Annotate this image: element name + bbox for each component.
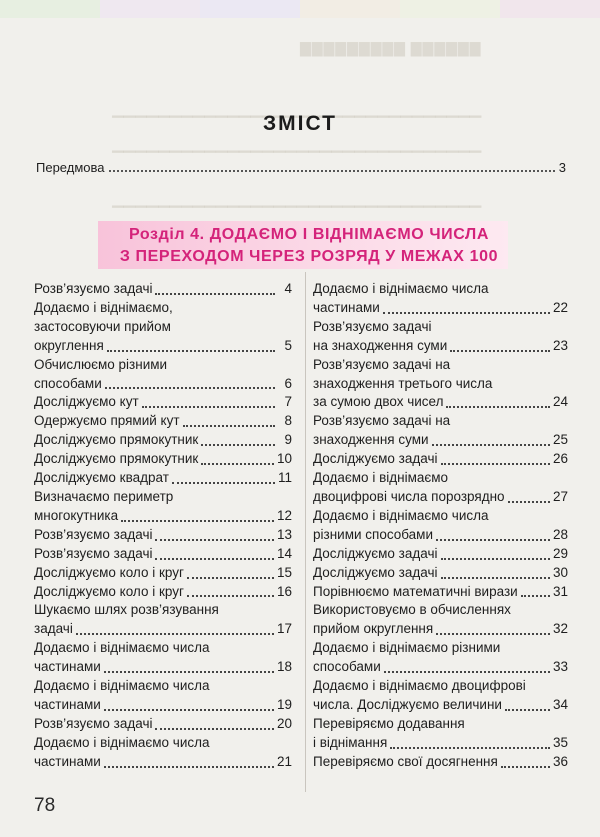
toc-entry-line: [34, 639, 292, 658]
toc-right-column: [313, 280, 568, 772]
dot-leader: [436, 633, 550, 635]
toc-entry-line: [34, 393, 292, 412]
dot-leader: [109, 169, 555, 172]
toc-entry-title: Використовуємо в обчисленнях: [313, 602, 511, 618]
preface-page: 3: [558, 160, 566, 175]
toc-entry-page: 5: [284, 337, 292, 353]
toc-entry-title: знаходження суми: [313, 432, 429, 448]
dot-leader: [508, 501, 550, 503]
toc-entry-title: способами: [313, 659, 381, 675]
toc-entry-title: Додаємо і віднімаємо числа: [313, 281, 489, 296]
toc-entry-title: знаходження третього числа: [313, 375, 493, 391]
toc-entry[interactable]: [34, 412, 292, 431]
toc-entry-line: [313, 677, 568, 696]
toc-entry-title: прийом округлення: [313, 621, 434, 637]
toc-entry-line: [34, 677, 292, 696]
dot-leader: [183, 425, 275, 427]
toc-entry-title: двоцифрові числа порозрядно: [313, 488, 505, 504]
page-title: ЗМІСТ: [263, 112, 337, 135]
toc-entry-page: 15: [276, 564, 292, 580]
toc-entry-line: [34, 545, 292, 564]
toc-entry-title: Розв’язуємо задачі: [313, 318, 432, 334]
toc-entry-title: частинами: [34, 753, 101, 769]
toc-entry-line: [313, 753, 568, 772]
toc-entry-line: [313, 318, 568, 337]
toc-entry-title: Розв’язуємо задачі на: [313, 356, 451, 372]
toc-entry[interactable]: [34, 450, 292, 469]
toc-entry-title: Обчислюємо різними: [34, 356, 168, 372]
toc-entry-line: [34, 583, 292, 602]
toc-entry[interactable]: [34, 469, 292, 488]
dot-leader: [201, 444, 275, 446]
toc-entry-page: 17: [276, 621, 292, 637]
toc-entry-title: Шукаємо шлях розв’язування: [34, 602, 219, 618]
toc-entry-page: 19: [276, 696, 292, 712]
column-divider: [305, 272, 306, 792]
toc-entry-line: [313, 620, 568, 639]
toc-entry-page: 16: [276, 583, 292, 599]
dot-leader: [155, 539, 273, 541]
toc-entry-line: [313, 526, 568, 545]
dot-leader: [104, 709, 274, 711]
toc-entry-page: 12: [276, 507, 292, 523]
toc-entry-line: [313, 583, 568, 602]
toc-entry-title: Досліджуємо квадрат: [34, 470, 169, 486]
show-through-decoration: ▁▁▁▁▁▁▁▁▁▁▁▁▁▁▁▁▁▁▁▁▁▁▁▁▁▁▁▁▁▁▁▁: [112, 136, 482, 153]
dot-leader: [155, 293, 275, 295]
toc-entry[interactable]: [313, 677, 568, 715]
toc-entry-line: [34, 280, 292, 299]
page-number: 78: [34, 795, 56, 816]
toc-entry-line: [313, 507, 568, 526]
toc-entry-title: Розв’язуємо задачі: [34, 526, 153, 542]
toc-entry-title: Додаємо і віднімаємо числа: [313, 507, 489, 523]
toc-entry-title: Додаємо і віднімаємо числа: [34, 734, 210, 750]
toc-entry-title: за сумою двох чисел: [313, 394, 444, 410]
toc-entry-line: [34, 412, 292, 431]
toc-entry-title: застосовуючи прийом: [34, 318, 171, 334]
toc-entry-title: Перевіряємо свої досягнення: [313, 753, 498, 769]
dot-leader: [121, 520, 274, 522]
toc-entry-page: 23: [552, 337, 568, 353]
toc-entry-page: 8: [284, 413, 292, 429]
toc-entry-line: [34, 469, 292, 488]
toc-entry-title: Одержуємо прямий кут: [34, 413, 180, 429]
toc-entry-title: частинами: [313, 299, 380, 315]
toc-entry[interactable]: [313, 545, 568, 564]
toc-entry[interactable]: [313, 280, 568, 318]
dot-leader: [187, 577, 274, 579]
toc-entry-line: [34, 450, 292, 469]
toc-entry-page: 33: [552, 659, 568, 675]
dot-leader: [76, 633, 274, 635]
toc-entry-line: [313, 601, 568, 620]
toc-entry-line: [313, 734, 568, 753]
toc-entry-title: частинами: [34, 659, 101, 675]
toc-entry-line: [34, 318, 292, 337]
dot-leader: [505, 709, 550, 711]
toc-entry-page: 25: [552, 432, 568, 448]
toc-entry-page: 32: [552, 621, 568, 637]
toc-entry[interactable]: [313, 753, 568, 772]
toc-entry-line: [34, 601, 292, 620]
dot-leader: [187, 595, 274, 597]
toc-entry-title: способами: [34, 375, 102, 391]
section-title: [104, 224, 514, 268]
toc-entry-line: [34, 375, 292, 394]
toc-entry-title: многокутника: [34, 507, 119, 523]
toc-entry-line: [313, 356, 568, 375]
toc-entry-line: [313, 299, 568, 318]
toc-entry[interactable]: [34, 734, 292, 772]
toc-entry-page: 36: [552, 753, 568, 769]
show-through-decoration: ▁▁▁▁▁▁▁▁▁▁▁▁▁▁▁▁▁▁▁▁▁▁▁▁▁▁▁▁▁▁▁▁: [112, 101, 482, 118]
toc-entry-line: [34, 715, 292, 734]
toc-left-column: [34, 280, 292, 772]
toc-entry-line: [313, 545, 568, 564]
toc-entry-line: [313, 431, 568, 450]
toc-entry-title: Досліджуємо коло і круг: [34, 583, 184, 599]
toc-entry-line: [313, 715, 568, 734]
toc-entry[interactable]: [313, 583, 568, 602]
toc-entry-page: 14: [276, 545, 292, 561]
toc-entry-line: [34, 734, 292, 753]
toc-entry[interactable]: [34, 431, 292, 450]
toc-entry-title: і віднімання: [313, 734, 388, 750]
toc-entry-page: 29: [552, 545, 568, 561]
dot-leader: [432, 444, 550, 446]
toc-entry-title: Додаємо і віднімаємо різними: [313, 640, 501, 656]
toc-entry-page: 22: [552, 299, 568, 315]
toc-entry-page: 11: [277, 470, 292, 486]
toc-entry-page: 10: [276, 451, 292, 467]
toc-entry[interactable]: [34, 545, 292, 564]
show-through-decoration: ▇▇▇▇▇▇▇▇▇ ▇▇▇▇▇▇: [300, 40, 482, 56]
dot-leader: [521, 595, 550, 597]
dot-leader: [105, 387, 275, 389]
toc-entry-line: [313, 469, 568, 488]
dot-leader: [436, 539, 550, 541]
toc-entry-page: 6: [284, 375, 292, 391]
toc-entry-line: [34, 753, 292, 772]
toc-entry-title: Додаємо і віднімаємо: [313, 470, 449, 486]
toc-entry[interactable]: [313, 601, 568, 639]
toc-entry-title: Досліджуємо прямокутник: [34, 451, 199, 467]
toc-entry-line: [34, 526, 292, 545]
section-title-line: Розділ 4. ДОДАЄМО І ВІДНІМАЄМО ЧИСЛА: [128, 226, 490, 243]
dot-leader: [384, 671, 550, 673]
toc-entry[interactable]: [34, 583, 292, 602]
dot-leader: [104, 766, 274, 768]
toc-entry-title: Досліджуємо задачі: [313, 564, 438, 580]
toc-entry-title: Додаємо і віднімаємо числа: [34, 678, 210, 694]
toc-entry-page: 21: [276, 753, 292, 769]
dot-leader: [446, 406, 549, 408]
toc-entry-title: на знаходження суми: [313, 337, 448, 353]
toc-entry-page: 13: [276, 526, 292, 542]
toc-entry-page: 30: [552, 564, 568, 580]
toc-entry-title: Розв’язуємо задачі на: [313, 413, 451, 429]
toc-entry-page: 28: [552, 526, 568, 542]
toc-entry-title: Порівнюємо математичні вирази: [313, 583, 518, 599]
toc-entry-title: Додаємо і віднімаємо,: [34, 299, 173, 315]
toc-entry[interactable]: [34, 356, 292, 394]
toc-entry-line: [313, 375, 568, 394]
dot-leader: [155, 728, 273, 730]
toc-entry[interactable]: [34, 564, 292, 583]
toc-entry-title: округлення: [34, 337, 104, 353]
toc-entry-title: Досліджуємо коло і круг: [34, 564, 184, 580]
dot-leader: [107, 350, 275, 352]
dot-leader: [390, 747, 550, 749]
dot-leader: [155, 558, 273, 560]
toc-entry[interactable]: [313, 412, 568, 450]
toc-entry-line: [313, 337, 568, 356]
toc-entry[interactable]: [313, 318, 568, 356]
toc-entry-page: 26: [552, 451, 568, 467]
toc-entry-title: Досліджуємо задачі: [313, 545, 438, 561]
toc-entry-line: [34, 620, 292, 639]
toc-entry-line: [313, 639, 568, 658]
toc-entry[interactable]: [34, 677, 292, 715]
toc-entry[interactable]: [313, 450, 568, 469]
toc-entry-line: [34, 356, 292, 375]
toc-entry-line: [34, 696, 292, 715]
dot-leader: [104, 671, 274, 673]
toc-entry-page: 18: [276, 659, 292, 675]
toc-entry-line: [34, 299, 292, 318]
toc-entry-page: 20: [276, 715, 292, 731]
toc-entry[interactable]: [313, 507, 568, 545]
toc-entry[interactable]: [34, 280, 292, 299]
toc-entry-page: 35: [552, 734, 568, 750]
toc-entry-line: [313, 488, 568, 507]
toc-entry-title: Розв’язуємо задачі: [34, 545, 153, 561]
dot-leader: [201, 463, 274, 465]
toc-entry-line: [34, 431, 292, 450]
toc-entry[interactable]: [313, 469, 568, 507]
toc-entry[interactable]: [34, 299, 292, 356]
top-color-strip: [0, 0, 600, 18]
toc-entry[interactable]: [34, 488, 292, 526]
dot-leader: [450, 350, 550, 352]
toc-entry-line: [34, 507, 292, 526]
toc-entry[interactable]: [34, 639, 292, 677]
dot-leader: [441, 463, 550, 465]
toc-entry-line: [34, 488, 292, 507]
toc-entry-title: Додаємо і віднімаємо двоцифрові: [313, 678, 526, 694]
toc-entry[interactable]: [313, 356, 568, 413]
toc-entry-title: Розв’язуємо задачі: [34, 281, 153, 296]
toc-entry-page: 24: [552, 394, 568, 410]
preface-label: Передмова: [36, 160, 105, 175]
toc-entry[interactable]: [34, 526, 292, 545]
toc-entry-line: [313, 393, 568, 412]
toc-entry-title: Розв’язуємо задачі: [34, 715, 153, 731]
toc-entry-page: 7: [284, 394, 292, 410]
toc-entry[interactable]: [34, 601, 292, 639]
toc-entry-line: [313, 280, 568, 299]
toc-entry-line: [34, 337, 292, 356]
toc-entry-line: [313, 696, 568, 715]
toc-entry-page: 4: [284, 281, 292, 296]
toc-entry-title: частинами: [34, 696, 101, 712]
toc-entry-line: [313, 564, 568, 583]
toc-entry[interactable]: [313, 564, 568, 583]
dot-leader: [142, 406, 275, 408]
toc-entry-preface[interactable]: [36, 160, 566, 175]
dot-leader: [172, 482, 275, 484]
toc-entry-title: різними способами: [313, 526, 433, 542]
toc-entry-page: 34: [552, 696, 568, 712]
section-title-line: З ПЕРЕХОДОМ ЧЕРЕЗ РОЗРЯД У МЕЖАХ 100: [119, 248, 499, 265]
toc-entry-page: 9: [284, 432, 292, 448]
dot-leader: [441, 558, 550, 560]
toc-entry-title: числа. Досліджуємо величини: [313, 696, 502, 712]
dot-leader: [383, 312, 550, 314]
toc-entry[interactable]: [313, 715, 568, 753]
toc-entry-line: [34, 658, 292, 677]
toc-entry-page: 31: [552, 583, 568, 599]
toc-entry[interactable]: [34, 715, 292, 734]
toc-entry-title: Додаємо і віднімаємо числа: [34, 640, 210, 656]
toc-entry-line: [313, 658, 568, 677]
show-through-decoration: ▁▁▁▁▁▁▁▁▁▁▁▁▁▁▁▁▁▁▁▁▁▁▁▁▁▁▁▁▁▁▁▁: [112, 191, 482, 208]
toc-entry-page: 27: [552, 488, 568, 504]
toc-entry[interactable]: [34, 393, 292, 412]
toc-entry-line: [34, 564, 292, 583]
toc-entry-title: Визначаємо периметр: [34, 488, 174, 504]
toc-entry-title: задачі: [34, 621, 73, 637]
toc-entry-title: Перевіряємо додавання: [313, 715, 465, 731]
toc-entry-title: Досліджуємо задачі: [313, 451, 438, 467]
dot-leader: [501, 766, 550, 768]
toc-entry-line: [313, 450, 568, 469]
toc-entry-title: Досліджуємо прямокутник: [34, 432, 199, 448]
toc-entry[interactable]: [313, 639, 568, 677]
toc-entry-line: [313, 412, 568, 431]
dot-leader: [441, 577, 550, 579]
toc-entry-title: Досліджуємо кут: [34, 394, 139, 410]
